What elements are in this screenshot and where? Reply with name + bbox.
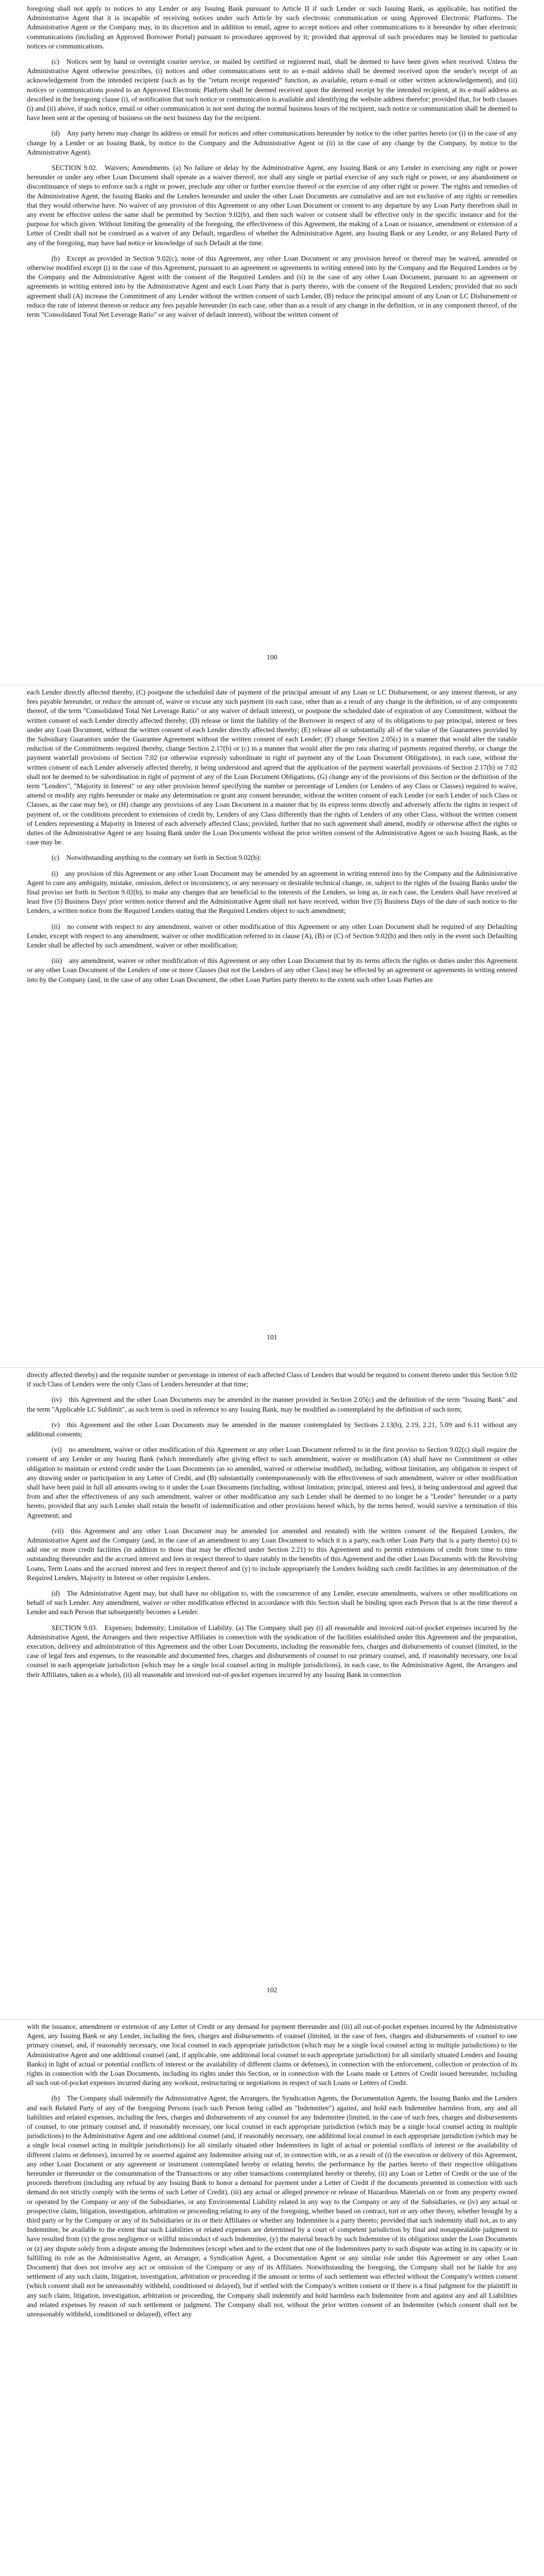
- paragraph: (d) The Administrative Agent may, but shall have no obligation to, with the concurrence of any Lender, execute amendments, waivers or other modifications on behalf of such Lender. Any amendment, waiver or other modification effected in accordance with this Section shall be binding upon each Person that is at the time thereof a Lender and each Person that subsequently becomes a Lender.: [27, 1589, 517, 1616]
- paragraph: directly affected thereby) and the requisite number or percentage in interest of each affected Class of Lenders that would be required to consent thereto under this Section 9.02 if such Class of Lenders were the only Class of Lenders hereunder at that time;: [27, 1371, 517, 1388]
- paragraph: (c) Notwithstanding anything to the contrary set forth in Section 9.02(b):: [52, 854, 261, 862]
- paragraph: each Lender directly affected thereby, (C) postpone the scheduled date of payment of the principal amount of any Loan or LC Disbursement, or any interest thereon, or any fees payable hereunder, or reduce the amount of, waive or excuse any such payment (in each case, other than as a result of any change in the definition, or of any components thereof, of the term "Consolidated Total Net Leverage Ratio" or any waiver of default interest), or postpone the scheduled date of expiration of any Commitment, without the written consent of each Lender directly affected thereby; (D) release or limit the liability of the Borrower in respect of any of its obligations to pay principal, interest or fees under any Loan Document, without the written consent of each Lender directly affected thereby; (E) release all or substantially all of the value of the Guarantees provided by the Subsidiary Guarantors under the Guarantee Agreement without the written consent of each Lender; (F) change Section 2.05(c) in a manner that would alter the ratable reduction of the Commitments required thereby, change Section 2.17(b) or (c) in a manner that would alter the pro rata sharing of payments required thereby, or change the payment waterfall provisions of Section 7.02 (or otherwise expressly subordinate in right of payment any of the Loan Document Obligations), in each case, without the written consent of each Lender adversely affected thereby, it being understood and agreed that the application of the payment waterfall provisions of Section 2.17(b) or 7.02 shall not be deemed to be subordination in right of payment of any of the Loan Document Obligations, (G) change any of the provisions of this Section or the definition of the term "Lenders", "Majority in Interest" or any other provision hereof specifying the number or percentage of Lenders (or Lenders of any Class or Classes) required to waive, amend or modify any rights hereunder or make any determination or grant any consent hereunder, without the written consent of each Lender (or each Lender of such Class or Classes, as the case may be); or (H) change any provisions of any Loan Document in a manner that by its express terms directly and adversely affects the rights in respect of payment of, or the conditions precedent to extensions of credit by, Lenders of any Class differently than the rights of Lenders of any other Class, without the written consent of Lenders representing a Majority in Interest of each adversely affected Class; provided, further that no such agreement shall amend, modify or otherwise affect the rights or duties of the Administrative Agent or any Issuing Bank under the Loan Documents without the prior written consent of the Administrative Agent or such Issuing Bank, as the case may be.: [27, 688, 517, 846]
- paragraph: (iv) this Agreement and the other Loan Documents may be amended in the manner provided in Section 2.05(c) and the definition of the term "Issuing Bank" and the term "Applicable LC Sublimit", as such term is used in reference to any Issuing Bank, may be modified as contemplated by the definition of such term;: [27, 1396, 517, 1413]
- page-number: 100: [267, 653, 277, 661]
- paragraph: (b) Except as provided in Section 9.02(c), none of this Agreement, any other Loan Document or any provision hereof or thereof may be waived, amended or otherwise modified except (i) in the case of this Agreement, pursuant to an agreement or agreements in writing entered into by the Company and the Required Lenders or by the Company and the Administrative Agent with the consent of the Required Lenders and (ii) in the case of any other Loan Document, pursuant to an agreement or agreements in writing entered into by the Administrative Agent and each Loan Party that is party thereto, with the consent of the Required Lenders; provided that no such agreement shall (A) increase the Commitment of any Lender without the written consent of such Lender, (B) reduce the principal amount of any Loan or LC Disbursement or reduce the rate of interest thereon or reduce any fees payable hereunder (in each case, other than as a result of any change in the definition, or in any component thereof, of the term "Consolidated Total Net Leverage Ratio" or any waiver of default interest), without the written consent of: [27, 254, 517, 319]
- page-103: [0, 2020, 544, 2576]
- paragraph: (ii) no consent with respect to any amendment, waiver or other modification of this Agreement or any other Loan Document shall be required of any Defaulting Lender, except with respect to any amendment, waiver or other modification referred to in clause (A), (B) or (C) of Section 9.02(b) and then only in the event such Defaulting Lender shall be affected by such amendment, waiver or other modification;: [27, 922, 517, 950]
- paragraph: (c) Notices sent by hand or overnight courier service, or mailed by certified or registered mail, shall be deemed to have been given when received. Unless the Administrative Agent otherwise prescribes, (i) notices and other communications sent to an e-mail address shall be deemed received upon the sender's receipt of an acknowledgement from the intended recipient (such as by the "return receipt requested" function, as available, return e-mail or other written acknowledgement), and (ii) notices or communications posted to an Approved Electronic Platform shall be deemed received upon the deemed receipt by the intended recipient, at its e-mail address as described in the foregoing clause (i), of notification that such notice or communication is available and identifying the website address therefor; provided that, for both clauses (i) and (ii) above, if such notice, email or other communication is not sent during the normal business hours of the recipient, such notice or communication shall be deemed to have been sent at the opening of business on the next business day for the recipient.: [27, 58, 517, 122]
- page-102: [0, 1368, 544, 2020]
- paragraph: (v) this Agreement and the other Loan Documents may be amended in the manner contemplated by Sections 2.13(b), 2.19, 2.21, 5.09 and 6.11 without any additional consents;: [27, 1420, 517, 1438]
- paragraph: (b) The Company shall indemnify the Administrative Agent, the Arrangers, the Syndication Agents, the Documentation Agents, the Issuing Banks and the Lenders and each Related Party of any of the foregoing Persons (each such Person being called an "Indemnitee") against, and hold each Indemnitee harmless from, any and all liabilities and related expenses, including the fees, charges and disbursements of any counsel for any Indemnitee (limited, in the case of such fees, charges and disbursements of counsel, to one primary counsel and, if reasonably necessary, one local counsel in each appropriate jurisdiction (which may be a single local counsel acting in multiple jurisdictions) to the Administrative Agent and one additional counsel (and, if reasonably necessary, one additional local counsel in each appropriate jurisdiction (which may be a single local counsel acting in multiple jurisdictions)) for all similarly situated other Indemnitees in light of actual or potential conflicts of interest or the availability of different claims or defenses), incurred by or asserted against any Indemnitee arising out of, in connection with, or as a result of (i) the execution or delivery of this Agreement, any other Loan Document or any agreement or instrument contemplated hereby or relating hereto, the performance by the parties hereto of their respective obligations hereunder or thereunder or the consummation of the Transactions or any other transactions contemplated hereby or thereby, (ii) any Loan or Letter of Credit or the use of the proceeds therefrom (including any refusal by any Issuing Bank to honor a demand for payment under a Letter of Credit if the documents presented in connection with such demand do not strictly comply with the terms of such Letter of Credit), (iii) any actual or alleged presence or release of Hazardous Materials on or from any property owned or operated by the Company or any of the Subsidiaries, or any Environmental Liability related in any way to the Company or any of the Subsidiaries, or (iv) any actual or prospective claim, litigation, investigation, arbitration or proceeding relating to any of the foregoing, whether based on contract, tort or any other theory, whether brought by a third party or by the Company or any of its Subsidiaries or its or their Affiliates or whether any Indemnitee is a party thereto; provided that such indemnity shall not, as to any Indemnitee, be available to the extent that such Liabilities or related expenses are determined by a court of competent jurisdiction by final and nonappealable judgment to have resulted from (x) the gross negligence or willful misconduct of such Indemnitee, (y) the material breach by such Indemnitee of its obligations under the Loan Documents or (z) any dispute solely from a dispute among the Indemnitees (except when and to the extent that one of the Indemnitees party to such dispute was acting in its capacity or in fulfilling its role as the Administrative Agent, an Arranger, a Syndication Agent, a Documentation Agent or any similar role under this Agreement or any other Loan Document) that does not involve any act or omission of the Company or any of its Affiliates. Notwithstanding the foregoing, the Company shall not be liable for any settlement of any such claim, litigation, investigation, arbitration or proceeding if the amount or terms of such settlement was effected without the Company's written consent (which consent shall not be unreasonably withheld, conditioned or delayed), but if settled with the Company's written consent or if there is a final judgment for the plaintiff in any such claim, litigation, investigation, arbitration or proceeding, the Company shall indemnify and hold harmless each Indemnitee from and against any and all Liabilities and related expenses by reason of such settlement or judgment. The Company shall not, without the prior written consent of an Indemnitee (which consent shall not be unreasonably withheld, conditioned or delayed), effect any: [27, 2094, 517, 2318]
- paragraph: (vi) no amendment, waiver or other modification of this Agreement or any other Loan Document referred to in the first proviso to Section 9.02(c) shall require the consent of any Lender or any Issuing Bank (which immediately after giving effect to such amendment, waiver or modification (A) shall have no Commitment or other obligation to maintain or extend credit under the Loan Documents (as so amended, waived or otherwise modified), including, without limitation, any obligation in respect of any drawing under or participation in any Letter of Credit, and (B) substantially contemporaneously with the effectiveness of such amendment, waiver or other modification shall have been paid in full all amounts owing to it under the Loan Documents (including, without limitation, principal, interest and fees), it being understood and agreed that from and after the effectiveness of any such amendment, waiver or other modification any such Lender shall be deemed to no longer be a "Lender" hereunder or a party hereto, provided that any such Lender shall retain the benefit of indemnification and other provisions hereof which, by the terms hereof, would survive a termination of this Agreement; and: [27, 1446, 517, 1519]
- page-number: 101: [267, 1333, 277, 1341]
- paragraph: (i) any provision of this Agreement or any other Loan Document may be amended by an agreement in writing entered into by the Company and the Administrative Agent to cure any ambiguity, mistake, omission, defect or inconsistency, or any necessary or desirable technical change, or, subject to the rights of the Issuing Banks under the final proviso set forth in Section 9.02(b), to make any changes that are beneficial to the interests of the Lenders, so long as, in each case, the Lenders shall have received at least five (5) Business Days' prior written notice thereof and the Administrative Agent shall not have received, within five (5) Business Days of the date of such notice to the Lenders, a written notice from the Required Lenders stating that the Required Lenders object to such amendment;: [27, 869, 517, 915]
- paragraph: with the issuance, amendment or extension of any Letter of Credit or any demand for payment thereunder and (iii) all out-of-pocket expenses incurred by the Administrative Agent, any Issuing Bank or any Lender, including the fees, charges and disbursements of counsel (limited, in the case of fees, charges and disbursements of counsel to one primary counsel, and, if reasonably necessary, one local counsel in each appropriate jurisdiction (which may be a single local counsel acting in multiple jurisdictions) to the Administrative Agent and one additional counsel (and, if applicable, one additional local counsel in each appropriate jurisdiction) for all similarly situated Lenders and Issuing Banks) in light of actual or potential conflicts of interest or the availability of different claims or defenses), in connection with the enforcement, collection or protection of its rights in connection with the Loan Documents, including its rights under this Section, or in connection with the Loans made or Letters of Credit issued hereunder, including all such out-of-pocket expenses incurred during any workout, restructuring or negotiations in respect of such Loans or Letters of Credit.: [27, 2023, 517, 2087]
- page-101: [0, 685, 544, 1368]
- paragraph: (iii) any amendment, waiver or other modification of this Agreement or any other Loan Document that by its terms affects the rights or duties under this Agreement or any other Loan Document of the Lenders of one or more Classes (but not the Lenders of any other Class) may be effected by an agreement or agreements in writing entered into by the Company (and, in the case of any other Loan Document, the other Loan Parties party thereto to the extent such other Loan Parties are: [27, 957, 517, 984]
- paragraph: foregoing shall not apply to notices to any Lender or any Issuing Bank pursuant to Article II if such Lender or such Issuing Bank, as applicable, has notified the Administrative Agent that it is incapable of receiving notices under such Article by such electronic communication or using Approved Electronic Platforms. The Administrative Agent or the Company may, in its discretion and in addition to email, agree to accept notices and other communications to it hereunder by other electronic communications (including an Approved Borrower Portal) pursuant to procedures approved by it; provided that approval of such procedures may be limited to particular notices or communications.: [27, 5, 517, 50]
- paragraph: (d) Any party hereto may change its address or email for notices and other communications hereunder by notice to the other parties hereto (or (i) in the case of any change by a Lender or an Issuing Bank, by notice to the Company and the Administrative Agent or (ii) in the case of any change by the Company, by notice to the Administrative Agent).: [27, 129, 517, 156]
- page-number: 102: [267, 1986, 277, 1994]
- section-9-02-paragraph: SECTION 9.02. Waivers; Amendments. (a) No failure or delay by the Administrative Agent, any Issuing Bank or any Lender in exercising any right or power hereunder or under any other Loan Document shall operate as a waiver thereof, nor shall any single or partial exercise of any such right or power, or any abandonment or discontinuance of steps to enforce such a right or power, preclude any other or further exercise thereof or the exercise of any other right or power. The rights and remedies of the Administrative Agent, the Issuing Banks and the Lenders hereunder and under the other Loan Documents are cumulative and are not exclusive of any rights or remedies that they would otherwise have. No waiver of any provision of this Agreement or any other Loan Document or consent to any departure by any Loan Party therefrom shall in any event be effective unless the same shall be permitted by Section 9.02(b), and then such waiver or consent shall be effective only in the specific instance and for the purpose for which given. Without limiting the generality of the foregoing, the effectiveness of this Agreement, the making of a Loan or issuance, amendment or extension of a Letter of Credit shall not be construed as a waiver of any Default, regardless of whether the Administrative Agent, any Issuing Bank or any Lender, or any Related Party of any of the foregoing, may have had notice or knowledge of such Default at the time.: [27, 164, 517, 247]
- section-9-03-paragraph: SECTION 9.03. Expenses; Indemnity; Limitation of Liability. (a) The Company shall pay (i) all reasonable and invoiced out-of-pocket expenses incurred by the Administrative Agent, the Arrangers and their respective Affiliates in connection with the syndication of the facilities established under this Agreement and the preparation, execution, delivery and administration of this Agreement and the other Loan Documents, including the reasonable fees, charges and disbursements of counsel (limited, in the case of legal fees and expenses, to the reasonable and documented fees, charges and disbursements of counsel to our primary counsel, and, if reasonably necessary, one local counsel in each appropriate jurisdiction (which may be a single local counsel acting in multiple jurisdictions), in each case, to the Administrative Agent, the Arrangers and their Affiliates, taken as a whole), (ii) all reasonable and invoiced out-of-pocket expenses incurred by any Issuing Bank in connection: [27, 1623, 517, 1679]
- paragraph: (vii) this Agreement and any other Loan Document may be amended (or amended and restated) with the written consent of the Required Lenders, the Administrative Agent and the Company (and, in the case of an amendment to any Loan Document to which it is a party, each other Loan Party that is a party thereto) (x) to add one or more credit facilities (in addition to those that may be effected under Section 2.21) to this Agreement and to permit extensions of credit from time to time outstanding thereunder and the accrued interest and fees in respect thereof to share ratably in the benefits of this Agreement and the other Loan Documents with the Revolving Loans, Term Loans and the accrued interest and fees in respect thereof and (y) to include appropriately the Lenders holding such credit facilities in any determination of the Required Lenders, Majority in Interest or other requisite Lenders.: [27, 1527, 517, 1582]
- page-100: [0, 0, 544, 685]
